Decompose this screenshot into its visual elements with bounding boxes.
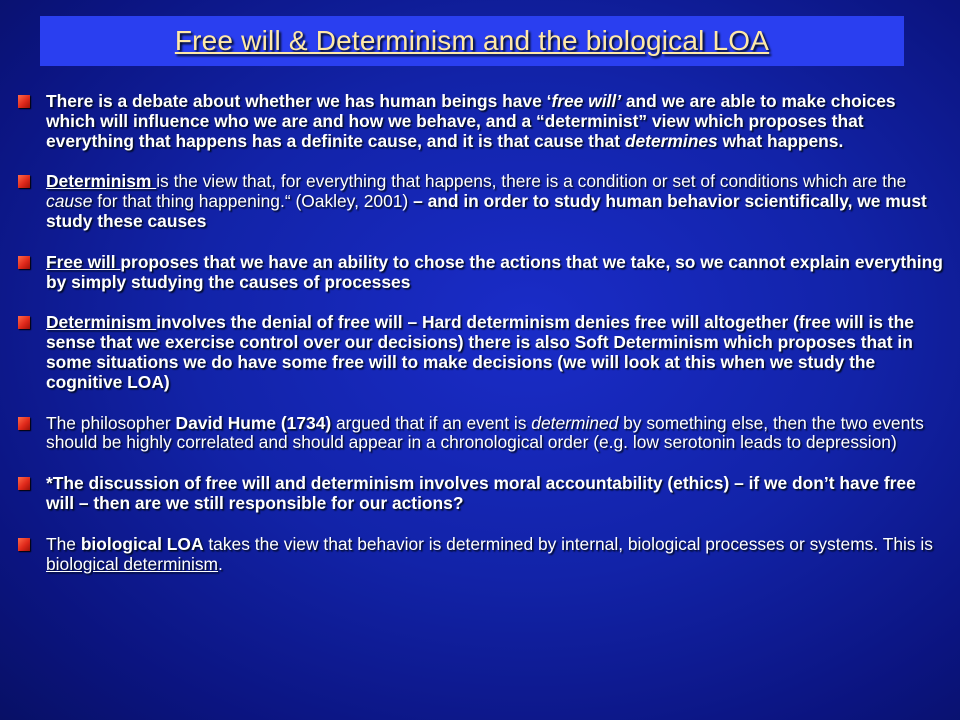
bullet-marker-icon bbox=[18, 417, 30, 430]
bullet-item bbox=[18, 474, 948, 514]
bullet-text bbox=[46, 535, 948, 575]
bullet-item bbox=[18, 172, 948, 231]
bullet-item bbox=[18, 414, 948, 454]
text-run: determined bbox=[531, 412, 619, 433]
bullet-item bbox=[18, 92, 948, 151]
text-run: Free will bbox=[46, 251, 121, 272]
text-run: The philosopher bbox=[46, 412, 176, 433]
text-run: view which proposes that everything that happens has a definite cause, and it is that cause that bbox=[46, 110, 864, 151]
bullet-marker-icon bbox=[18, 316, 30, 329]
text-run: (Oakley, 2001) bbox=[295, 191, 409, 212]
text-run: involves the denial of free will – Hard determinism denies free will altogether (free will is the sense that we exercise control over our decisions) there is also Soft Determinism which proposes that in some situations we do have some free will to make decisions (we will look at this when we study the cognitive LOA) bbox=[46, 312, 914, 392]
bullet-text bbox=[46, 172, 948, 231]
bullet-item bbox=[18, 253, 948, 293]
bullet-marker-icon bbox=[18, 538, 30, 551]
text-run: argued that if an event is bbox=[331, 412, 532, 433]
title-bar bbox=[40, 16, 904, 66]
bullet-text bbox=[46, 313, 948, 392]
bullet-item bbox=[18, 313, 948, 392]
bullet-marker-icon bbox=[18, 95, 30, 108]
text-run: There is a debate about whether we has human beings have ‘ bbox=[46, 91, 552, 111]
text-run: takes the view that behavior is determined by internal, biological processes or systems. This is bbox=[203, 533, 933, 554]
bullet-text bbox=[46, 414, 948, 454]
text-run: Determinism bbox=[46, 312, 157, 333]
text-run: for that thing happening.“ bbox=[92, 191, 296, 212]
bullet-item bbox=[18, 535, 948, 575]
bullet-marker-icon bbox=[18, 175, 30, 188]
text-run: biological LOA bbox=[80, 533, 204, 554]
bullet-text bbox=[46, 474, 948, 514]
bullet-marker-icon bbox=[18, 477, 30, 490]
text-run: free will’ bbox=[551, 91, 622, 111]
text-run: cause bbox=[46, 191, 93, 212]
text-run: by something else, then the two events should be highly correlated and should appear in a chronological order (e.g. low serotonin leads to depression) bbox=[46, 412, 924, 453]
text-run: proposes that we have an ability to chose the actions that we take, so we cannot explain everything by simply studying the causes of processes bbox=[46, 251, 943, 292]
text-run: . bbox=[218, 553, 223, 574]
bullet-marker-icon bbox=[18, 256, 30, 269]
text-run: The bbox=[46, 533, 81, 554]
text-run: determinist” bbox=[544, 110, 648, 131]
text-run: determines bbox=[624, 130, 718, 151]
text-run: and we are able to make choices which will influence who we are and how we behave, and a “ bbox=[46, 91, 896, 131]
bullet-text bbox=[46, 92, 948, 151]
text-run: David Hume (1734) bbox=[175, 412, 332, 433]
bullet-list bbox=[18, 92, 948, 595]
text-run: biological determinism bbox=[46, 553, 219, 574]
text-run: – and in order to study human behavior scientifically, we must study these causes bbox=[46, 191, 927, 231]
text-run: *The discussion of free will and determinism involves moral accountability (ethics) – if we don’t have free will – then are we still responsible for our actions? bbox=[46, 473, 916, 513]
text-run: Determinism bbox=[46, 171, 157, 192]
text-run: what happens. bbox=[717, 130, 844, 151]
text-run: is the view that, for everything that happens, there is a condition or set of conditions which are the bbox=[156, 171, 907, 192]
bullet-text bbox=[46, 253, 948, 293]
slide-title: Free will & Determinism and the biological LOA bbox=[174, 25, 770, 56]
